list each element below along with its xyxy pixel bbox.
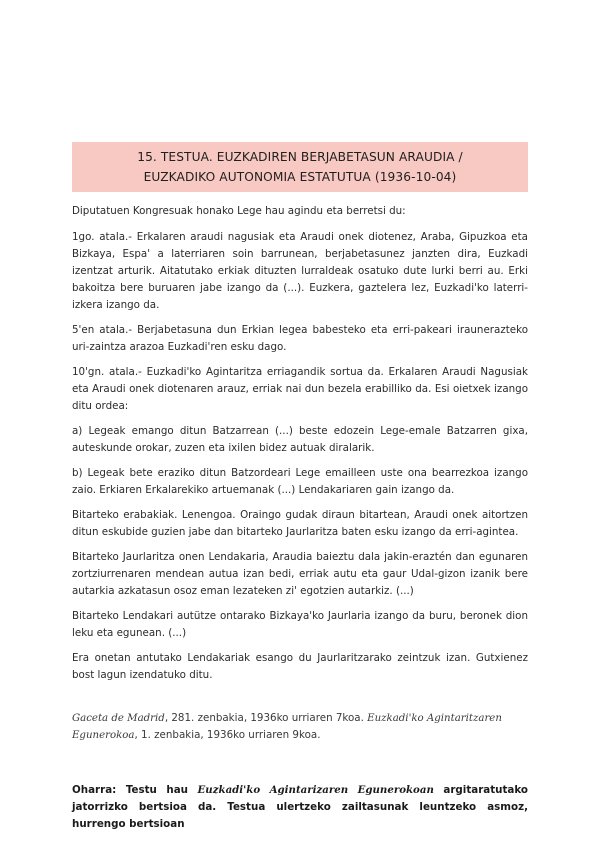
source-citation <box>72 710 528 744</box>
intro-paragraph: Diputatuen Kongresuak honako Lege hau agindu eta berretsi du: <box>72 205 406 217</box>
source-publication-2: Euzkadi'ko Agintaritzaren Egunerokoa <box>72 713 502 741</box>
transitional-president-paragraph: Bitarteko Jaurlaritza onen Lendakaria, Araudia baieztu dala jakin-eraztén dan egunaren zortziurrenaren mendean autua izan bedi, erriak autu eta gaur Udal-gizon izanik bere autarkia azkatasun osoz eman lezateken zi' egotzien autarkiz. (...) <box>72 551 528 597</box>
note-paragraph <box>72 782 528 833</box>
clause-b-paragraph: b) Legeak bete eraziko ditun Batzordeari Lege emailleen uste ona bearrezkoa izango zaio. Erkiaren Erkalarekiko artuemanak (...) Lendakariaren gain izango da. <box>72 467 528 496</box>
source-text-2: , 1. zenbakia, 1936ko urriaren 9koa. <box>134 729 321 741</box>
article-10-paragraph: 10'gn. atala.- Euzkadi'ko Agintaritza erriagandik sortua da. Erkalaren Araudi Nagusiak eta Araudi onek diotenaren arauz, erriak nai dun bezela erabilliko da. Esi oietxek izango ditu ordea: <box>72 366 528 412</box>
transitional-election-paragraph: Bitarteko Lendakari autütze ontarako Bizkaya'ko Jaurlaria izango da buru, beronek dion leku eta egunean. (...) <box>72 610 528 639</box>
title-box <box>72 142 528 192</box>
article-5-paragraph: 5'en atala.- Berjabetasuna dun Erkian legea babesteko eta erri-pakeari iraunerazteko uri-zaintza arazoa Euzkadi'ren esku dago. <box>72 324 528 353</box>
clause-a-paragraph: a) Legeak emango ditun Batzarrean (...) beste edozein Lege-emale Batzarren gixa, auteskunde orokar, zuzen eta ixilen bidez autuak diralarik. <box>72 425 528 454</box>
title-line-2: EUZKADIKO AUTONOMIA ESTATUTUA (1936-10-04) <box>143 170 457 184</box>
note-text-1: Testu hau <box>116 784 198 796</box>
source-publication-1: Gaceta de Madrid <box>72 713 165 724</box>
title-line-1: 15. TESTUA. EUZKADIREN BERJABETASUN ARAUDIA / <box>137 150 463 164</box>
note-publication: Euzkadi'ko Agintarizaren Egunerokoan <box>197 784 434 796</box>
transitional-first-paragraph: Bitarteko erabakiak. Lenengoa. Oraingo gudak diraun bitartean, Araudi onek aitortzen ditun eskubide guzien jabe dan bitarteko Jaurlaritza baten esku izango da erri-agintea. <box>72 509 528 538</box>
note-text-2: argitaratutako jatorrizko bertsioa da. Testua ulertzeko zailtasunak leuntzeko asmoz, hurrengo bertsioan <box>72 784 528 830</box>
note-label: Oharra: <box>72 784 117 796</box>
document-body <box>72 203 528 841</box>
article-1-paragraph: 1go. atala.- Erkalaren araudi nagusiak eta Araudi onek diotenez, Araba, Gipuzkoa eta Bizkaya, Espa' a laterriaren soin barrunean, berjabetasunez janzten dira, Euzkadi izentzat arturik. Aitatutako erkiak dituzten lurraldeak osatuko dute lurki berri au. Erki bakoitza bere buruaren jabe izango da (...). Euzkera, gaztelera lez, Euzkadi'ko laterri- izkera izango da. <box>72 231 528 311</box>
government-paragraph: Era onetan antutako Lendakariak esango du Jaurlaritzarako zeintzuk izan. Gutxienez bost lagun izendatuko ditu. <box>72 652 528 681</box>
source-text-1: , 281. zenbakia, 1936ko urriaren 7koa. <box>164 712 368 724</box>
